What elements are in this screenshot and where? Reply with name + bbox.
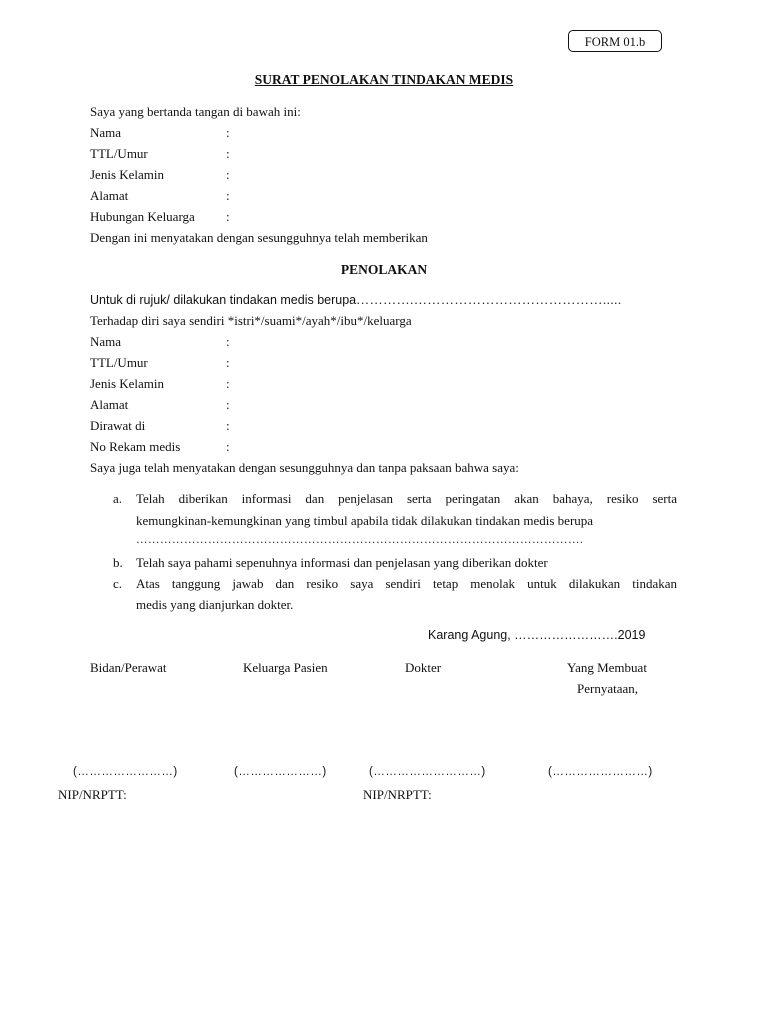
field-label-dirawat-di: Dirawat di [90, 418, 146, 433]
field-label-ttl: TTL/Umur [90, 355, 148, 370]
signer-keluarga-pasien: Keluarga Pasien [243, 660, 328, 675]
field-label-jenis-kelamin: Jenis Kelamin [90, 376, 165, 391]
list-item-text: Telah saya pahami sepenuhnya informasi dan penjelasan yang diberikan dokter [136, 555, 548, 570]
field-colon: : [226, 209, 230, 224]
field-label-no-rekam-medis: No Rekam medis [90, 439, 181, 454]
signer-bidan-perawat: Bidan/Perawat [90, 660, 167, 675]
field-label-jenis-kelamin: Jenis Kelamin [90, 167, 165, 182]
form-code-box: FORM 01.b [568, 30, 662, 52]
field-colon: : [226, 188, 230, 203]
field-label-alamat: Alamat [90, 188, 129, 203]
field-colon: : [226, 397, 230, 412]
signature-line: (……………………) [548, 766, 653, 778]
list-item-letter: a. [113, 491, 123, 506]
list-item-letter: c. [113, 576, 123, 591]
signer-dokter: Dokter [405, 660, 442, 675]
list-item-text: Atas tanggung jawab dan resiko saya sendiri tetap menolak untuk dilakukan tindakan [136, 576, 677, 591]
referral-text: Untuk di rujuk/ dilakukan tindakan medis berupa [90, 293, 357, 307]
signer-yang-membuat: Yang Membuat [567, 660, 647, 675]
section-heading-penolakan: PENOLAKAN [340, 262, 428, 277]
signature-line: (……………………) [73, 766, 178, 778]
field-label-nama: Nama [90, 125, 122, 140]
field-label-hubungan-keluarga: Hubungan Keluarga [90, 209, 195, 224]
field-label-alamat: Alamat [90, 397, 129, 412]
field-colon: : [226, 439, 230, 454]
list-item-letter: b. [113, 555, 123, 570]
toward-text: Terhadap diri saya sendiri *istri*/suami*/ayah*/ibu*/keluarga [90, 313, 412, 328]
field-colon: : [226, 355, 230, 370]
statement-text: Dengan ini menyatakan dengan sesungguhnya telah memberikan [90, 230, 428, 245]
intro-text: Saya yang bertanda tangan di bawah ini: [90, 104, 301, 119]
list-item-text: Telah diberikan informasi dan penjelasan serta peringatan akan bahaya, resiko serta [136, 491, 677, 506]
nip-label: NIP/NRPTT: [58, 787, 127, 802]
list-item-text: kemungkinan-kemungkinan yang timbul apabila tidak dilakukan tindakan medis berupa [136, 513, 594, 528]
document-title: SURAT PENOLAKAN TINDAKAN MEDIS [254, 72, 514, 87]
place-date: Karang Agung, …………………….2019 [428, 628, 646, 642]
signer-pernyataan: Pernyataan, [577, 681, 639, 696]
field-colon: : [226, 334, 230, 349]
field-colon: : [226, 167, 230, 182]
list-item-text: medis yang dianjurkan dokter. [136, 597, 294, 612]
field-colon: : [226, 418, 230, 433]
field-colon: : [226, 125, 230, 140]
also-stated-text: Saya juga telah menyatakan dengan sesungguhnya dan tanpa paksaan bahwa saya: [90, 460, 519, 475]
field-colon: : [226, 376, 230, 391]
field-colon: : [226, 146, 230, 161]
nip-label: NIP/NRPTT: [363, 787, 432, 802]
field-label-nama: Nama [90, 334, 122, 349]
list-item-dots: …………………………………………………………………………………………………. [136, 534, 584, 546]
field-label-ttl: TTL/Umur [90, 146, 148, 161]
signature-line: (…………………) [234, 766, 327, 778]
referral-dots: ………….……………………………………..... [356, 292, 622, 307]
signature-line: (………………………) [369, 766, 486, 778]
referral-line [90, 292, 622, 308]
